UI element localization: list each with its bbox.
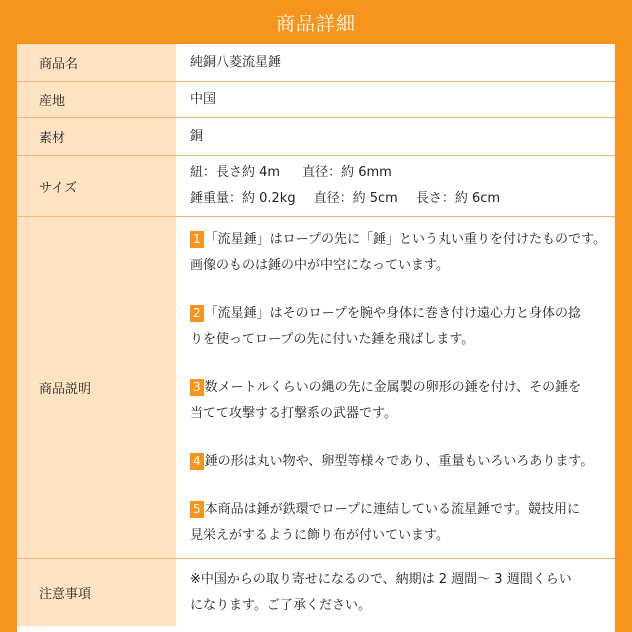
description-item-2	[190, 301, 611, 353]
description-text: 本商品は錘が鉄環でロープに連結している流星錘です。競技用に	[204, 501, 580, 517]
weight-length: 長さ：約 6cm	[415, 191, 501, 206]
notes-line-1: ※中国からの取り寄せになるので、納期は 2 週間～ 3 週間くらい	[190, 571, 572, 587]
description-text: 画像のものは錘の中が中空になっています。	[190, 257, 449, 273]
description-text: 「流星錘」はロープの先に「錘」という丸い重りを付けたものです。	[204, 231, 606, 247]
item-number-badge: 4	[190, 453, 204, 470]
description-text: 錘の形は丸い物や、卵型等様々であり、重量もいろいろあります。	[204, 453, 594, 469]
description-item-5	[190, 497, 611, 549]
row-label-origin: 産地	[17, 82, 176, 117]
description-text: 見栄えがするように飾り布が付いています。	[190, 527, 449, 543]
cord-diameter: 直径：約 6mm	[302, 165, 392, 180]
row-value-notes	[176, 559, 615, 626]
description-item-3	[190, 375, 611, 427]
weight-diameter: 直径：約 5cm	[313, 191, 398, 206]
description-text: 数メートルくらいの縄の先に金属製の卵形の錘を付け、その錘を	[204, 379, 582, 395]
row-value-size	[176, 156, 615, 216]
row-value-product-name: 純銅八菱流星錘	[176, 44, 615, 81]
row-label-size: サイズ	[17, 156, 176, 216]
item-number-badge: 3	[190, 379, 204, 396]
notes-line-2: になります。ご了承ください。	[190, 597, 371, 613]
item-number-badge: 1	[190, 231, 204, 248]
row-value-description	[176, 217, 615, 558]
cord-length: 紐：長さ約 4m	[190, 165, 281, 180]
description-text: りを使ってロープの先に付いた錘を飛ばします。	[190, 331, 475, 347]
row-description	[17, 217, 615, 558]
size-line-2	[190, 186, 615, 212]
details-table	[17, 44, 615, 632]
description-text: 「流星錘」はそのロープを腕や身体に巻き付け遠心力と身体の捻	[204, 305, 581, 321]
section-title: 商品詳細	[275, 12, 356, 35]
description-text: 当てて攻撃する打撃系の武器です。	[190, 405, 397, 421]
row-label-description: 商品説明	[17, 217, 176, 558]
size-line-1	[190, 160, 615, 186]
weight-mass: 錘重量：約 0.2kg	[190, 191, 296, 206]
item-number-badge: 2	[190, 305, 204, 322]
row-origin	[17, 82, 615, 117]
description-item-4	[190, 449, 611, 475]
row-label-material: 素材	[17, 118, 176, 155]
row-label-notes: 注意事項	[17, 559, 176, 626]
item-number-badge: 5	[190, 501, 204, 518]
row-value-material: 銅	[176, 118, 615, 155]
row-label-product-name: 商品名	[17, 44, 176, 81]
row-product-name	[17, 44, 615, 81]
row-notes	[17, 559, 615, 626]
row-material	[17, 118, 615, 155]
description-item-1	[190, 227, 611, 279]
row-size	[17, 156, 615, 216]
row-value-origin: 中国	[176, 82, 615, 117]
